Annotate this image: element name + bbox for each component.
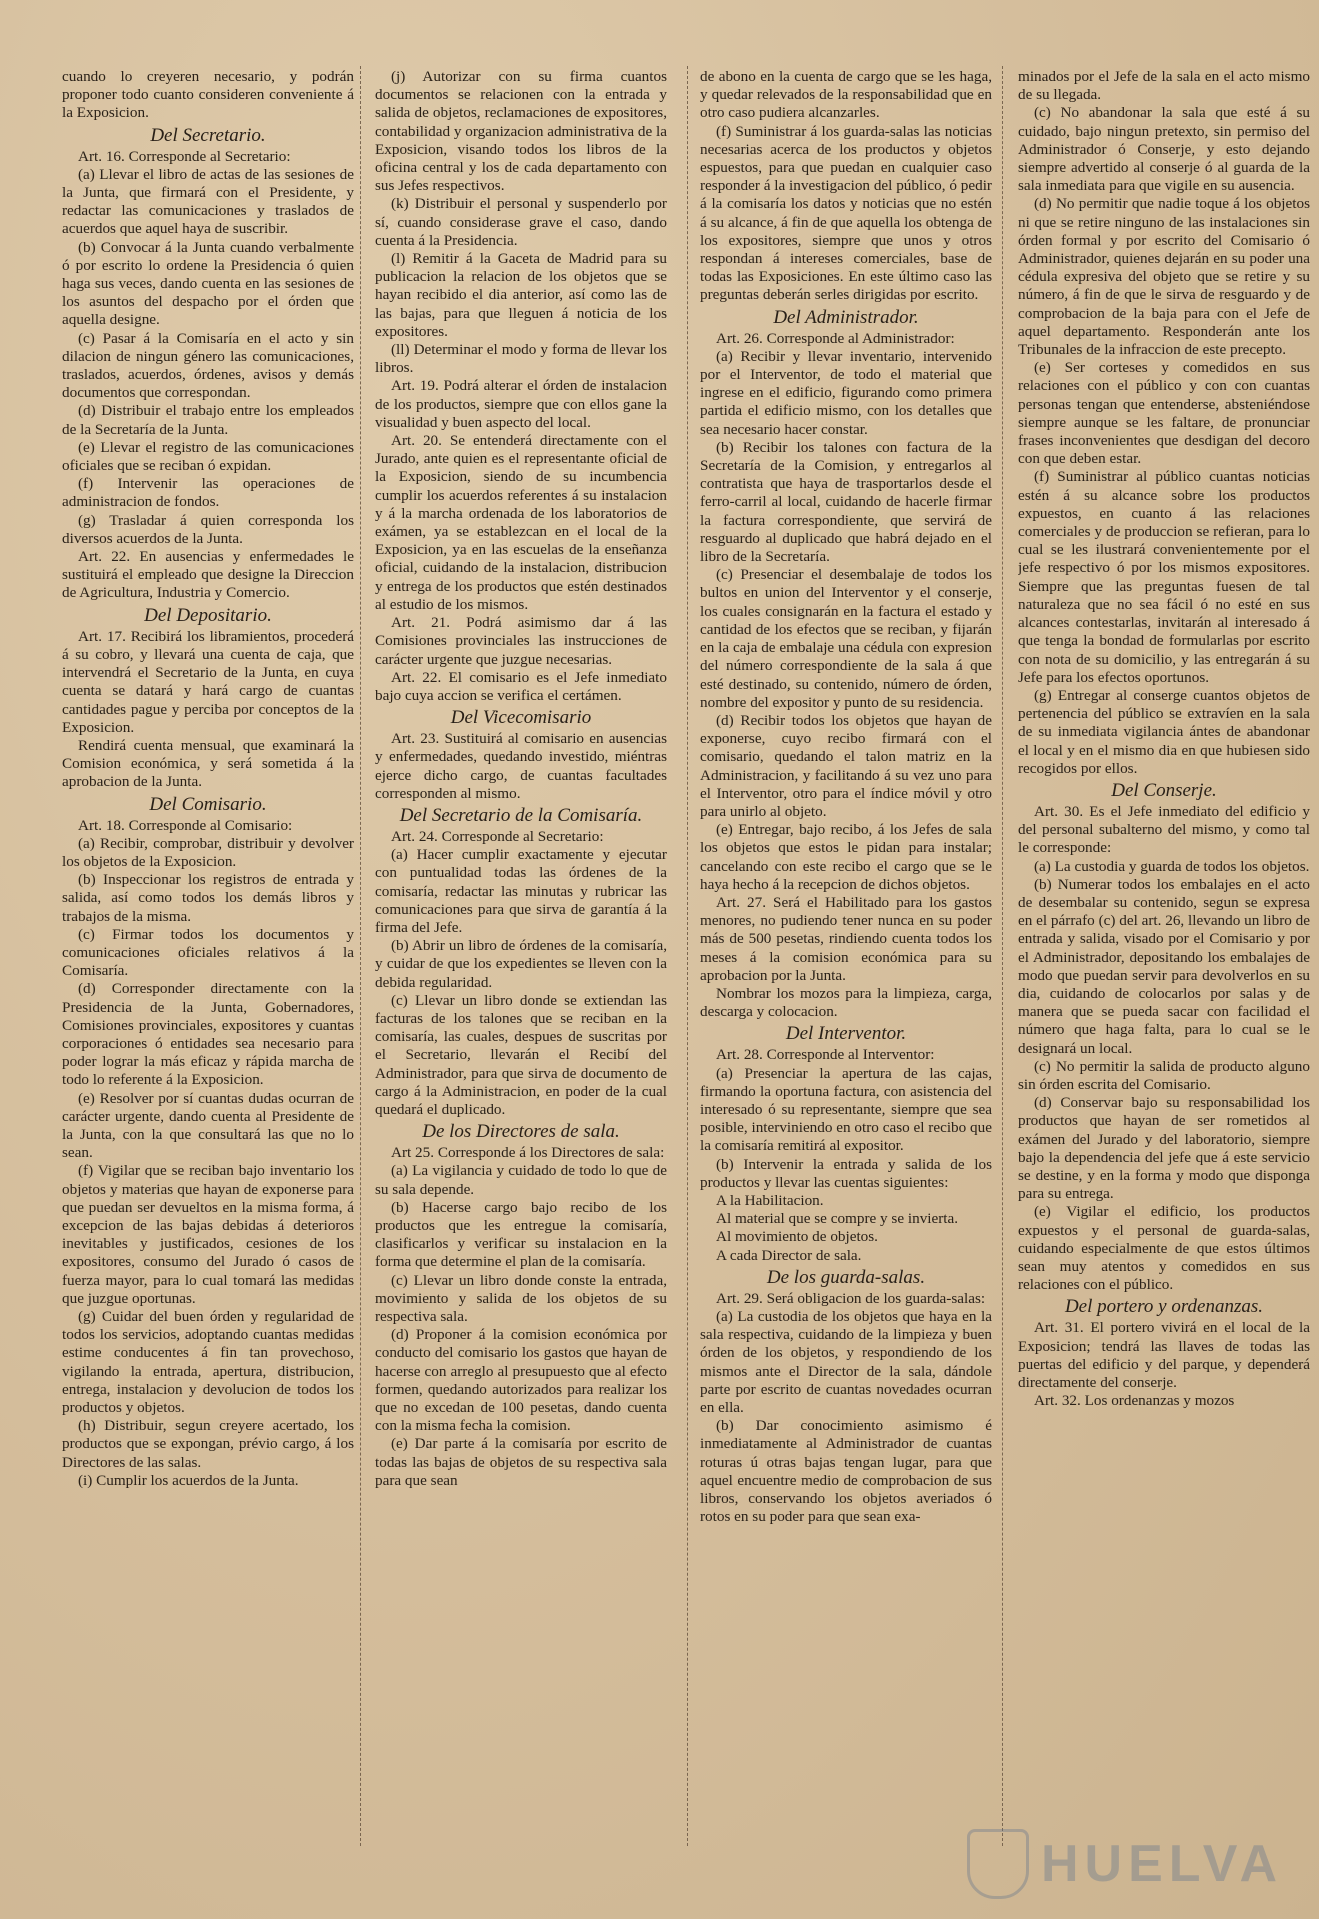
- paragraph: Art. 19. Podrá alterar el órden de instalacion de los productos, siempre que con ellos gane la visualidad y buen aspecto del local.: [375, 377, 667, 431]
- paragraph: cuando lo creyeren necesario, y podrán proponer todo cuanto consideren conveniente á la Exposicion.: [62, 68, 354, 122]
- paragraph: (b) Hacerse cargo bajo recibo de los productos que les entregue la comisaría, clasificarlos y verificar su instalacion en la forma que determine el plan de la comisaría.: [375, 1198, 667, 1271]
- section-heading: Del Depositario.: [144, 604, 272, 626]
- paragraph: Art. 17. Recibirá los libramientos, procederá á su cobro, y llevará una cuenta de caja, que intervendrá el Secretario de la Junta, en cuya cuenta se datará y hará cargo de cuantas cantidades pague y perciba por conceptos de la Exposicion.: [62, 627, 354, 736]
- paragraph: (f) Suministrar al público cuantas noticias estén á su alcance sobre los productos expuestos, en cuanto á las relaciones comerciales y de produccion se refieran, para lo cual se les ilustrará convenientemente por el jefe respectivo ó por los mismos expositores. Siempre que las preguntas fuesen de tal naturaleza que no sea fácil ó no esté en sus alcances contestarlas, invitarán al interesado á que tenga la bondad de formularlas por escrito con nota de su domicilio, y las entregarán á su Jefe para los efectos oportunos.: [1018, 468, 1310, 686]
- paragraph: (b) Dar conocimiento asimismo é inmediatamente al Administrador de cuantas roturas ú otras bajas tengan lugar, para que aquel encuentre medio de comprobacion de sus libros, conservando los objetos averiados ó rotos en su poder para que sean exa-: [700, 1417, 992, 1526]
- paragraph: (b) Recibir los talones con factura de la Secretaría de la Comision, y entregarlos al contratista que haya de trasportarlos desde el ferro-carril al local, cuidando de hacerle firmar la factura correspondiente, que servirá de resguardo al duplicado que habrá dejado en el libro de la Secretaría.: [700, 438, 992, 566]
- paragraph: Al movimiento de objetos.: [716, 1228, 878, 1246]
- paragraph: (d) Corresponder directamente con la Presidencia de la Junta, Gobernadores, Comisiones provinciales, expositores y cuantas corporaciones ó entidades sea necesario para poder lograr la más eficaz y rápida marcha de todo lo referente á la Exposicion.: [62, 980, 354, 1089]
- paragraph: (f) Suministrar á los guarda-salas las noticias necesarias acerca de los productos y objetos espuestos, para que puedan en cualquier caso responder á la investigacion del público, ó pedir á la comisaría los datos y noticias que no estén á su alcance, á fin de que aquella los obtenga de los expositores, siempre que unos y otros respondan á intereses comerciales, base de todas las Exposiciones. En este último caso las preguntas deberán serles dirigidas por escrito.: [700, 122, 992, 304]
- section-heading: Del Secretario.: [150, 124, 266, 146]
- paragraph: (b) Abrir un libro de órdenes de la comisaría, y cuidar de que los expedientes se lleven con la debida regularidad.: [375, 937, 667, 991]
- paragraph: (b) Numerar todos los embalajes en el acto de desembalar su contenido, segun se expresa en el párrafo (c) del art. 26, llevando un libro de entrada y salida, visado por el Comisario y por el Administrador, depositando los embalajes de modo que puedan servir para devolverlos en su dia, cuidando de colocarlos por salas y de manera que se pueda sacar con facilidad el número que haga falta, para lo cual se le designará un local.: [1018, 875, 1310, 1057]
- paragraph: Art. 32. Los ordenanzas y mozos: [1034, 1392, 1235, 1410]
- paragraph: A la Habilitacion.: [716, 1191, 824, 1209]
- paragraph: Art. 23. Sustituirá al comisario en ausencias y enfermedades, quedando investido, miéntras ejerce dicho cargo, de cuantas facultades corresponden al mismo.: [375, 730, 667, 802]
- shield-icon: [967, 1829, 1029, 1899]
- paragraph: (a) Recibir, comprobar, distribuir y devolver los objetos de la Exposicion.: [62, 834, 354, 870]
- section-heading: Del Secretario de la Comisaría.: [399, 804, 643, 826]
- section-heading: Del Comisario.: [149, 793, 267, 815]
- column-divider: [360, 66, 361, 1846]
- column-1: [62, 68, 354, 1848]
- paragraph: minados por el Jefe de la sala en el acto mismo de su llegada.: [1018, 68, 1310, 104]
- paragraph: (c) Pasar á la Comisaría en el acto y sin dilacion de ningun género las comunicaciones, traslados, acuerdos, órdenes, avisos y demás documentos que correspondan.: [62, 329, 354, 402]
- paragraph: (c) Firmar todos los documentos y comunicaciones oficiales relativos á la Comisaría.: [62, 925, 354, 980]
- watermark-text: HUELVA: [1041, 1835, 1284, 1893]
- section-heading: Del Vicecomisario: [450, 707, 592, 729]
- paragraph: (ll) Determinar el modo y forma de llevar los libros.: [375, 341, 667, 377]
- paragraph: (c) No permitir la salida de producto alguno sin órden escrita del Comisario.: [1018, 1057, 1310, 1093]
- column-3: [700, 68, 992, 1848]
- paragraph: (e) Vigilar el edificio, los productos expuestos y el personal de guarda-salas, cuidando especialmente de que estos últimos sean muy atentos y comedidos en sus relaciones con el público.: [1018, 1203, 1310, 1294]
- paragraph: A cada Director de sala.: [716, 1246, 862, 1264]
- paragraph: (e) Entregar, bajo recibo, á los Jefes de sala los objetos que estos le pidan para instalar; cancelando con este recibo el cargo que se le haya hecho á la recepcion de dichos objetos.: [700, 821, 992, 893]
- paragraph: Art. 29. Será obligacion de los guarda-salas:: [716, 1289, 986, 1307]
- section-heading: Del Conserje.: [1111, 779, 1217, 801]
- paragraph: (e) Dar parte á la comisaría por escrito de todas las bajas de objetos de su respectiva sala para que sean: [375, 1435, 667, 1489]
- paragraph: (h) Distribuir, segun creyere acertado, los productos que se expongan, prévio cargo, á los Directores de las salas.: [62, 1417, 354, 1471]
- paragraph: Art. 24. Corresponde al Secretario:: [391, 827, 604, 845]
- paragraph: Art. 28. Corresponde al Interventor:: [716, 1046, 935, 1064]
- paragraph: (a) La vigilancia y cuidado de todo lo que de su sala depende.: [375, 1162, 667, 1198]
- paragraph: Al material que se compre y se invierta.: [716, 1210, 959, 1228]
- paragraph: de abono en la cuenta de cargo que se les haga, y quedar relevados de la responsabilidad que en otro caso pudiera alcanzarles.: [700, 68, 992, 122]
- paragraph: (g) Entregar al conserge cuantos objetos de pertenencia del público se extravíen en la sala de su inmediata vigilancia ántes de abandonar el local y en el mismo dia en que hubiesen sido recogidos por ellos.: [1018, 686, 1310, 777]
- column-2: [375, 68, 667, 1848]
- paragraph: (d) Distribuir el trabajo entre los empleados de la Secretaría de la Junta.: [62, 402, 354, 438]
- paragraph: (a) Hacer cumplir exactamente y ejecutar con puntualidad todas las órdenes de la comisaría, redactar las minutas y rubricar las comunicaciones para que sirva de garantía á la firma del Jefe.: [375, 846, 667, 936]
- paragraph: Art. 20. Se entenderá directamente con el Jurado, ante quien es el representante oficial de la Exposicion, siendo de su incumbencia cumplir los acuerdos referentes á su instalacion y á la marcha ordenada de los laboratorios de exámen, ya se establezcan en el local de la Exposicion, ya en las escuelas de la enseñanza oficial, cuidando de la instalacion, distribucion y entrega de los productos que estén destinados al estudio de los mismos.: [375, 432, 667, 613]
- paragraph: (g) Trasladar á quien corresponda los diversos acuerdos de la Junta.: [62, 511, 354, 547]
- paragraph: Art. 18. Corresponde al Comisario:: [78, 816, 293, 834]
- paragraph: (k) Distribuir el personal y suspenderlo por sí, cuando considerase grave el caso, dando cuenta á la Presidencia.: [375, 195, 667, 249]
- paragraph: (d) Proponer á la comision económica por conducto del comisario los gastos que hayan de hacerse con arreglo al presupuesto que al efecto formen, quedando autorizados para realizar los que no excedan de 100 pesetas, dando cuenta con la misma fecha la comision.: [375, 1326, 667, 1435]
- paragraph: (e) Resolver por sí cuantas dudas ocurran de carácter urgente, dando cuenta al Presidente de la Junta, con la que consultará las que no lo sean.: [62, 1089, 354, 1162]
- paragraph: (i) Cumplir los acuerdos de la Junta.: [78, 1471, 299, 1489]
- paragraph: (d) No permitir que nadie toque á los objetos ni que se retire ninguno de las instalaciones sin órden formal y por escrito del Comisario ó Administrador, quienes dejarán en su poder una cédula expresiva del objeto que se retire y su número, á fin de que le sirva de resguardo y de comprobacion de la baja para con el Jefe de aquel departamento. Responderán ante los Tribunales de la infraccion de este precepto.: [1018, 195, 1310, 359]
- section-heading: Del portero y ordenanzas.: [1064, 1296, 1264, 1318]
- paragraph: (c) Presenciar el desembalaje de todos los bultos en union del Interventor y el conserje, los cuales consignarán en la factura el estado y cantidad de los efectos que se reciban, y fijarán en la caja de embalaje una cédula con expresion del número correspondiente de la sala á que esté destinado, su contenido, número de órden, nombre del expositor y punto de su residencia.: [700, 566, 992, 711]
- paragraph: (c) No abandonar la sala que esté á su cuidado, bajo ningun pretexto, sin permiso del Administrador ó Conserje, y esto dejando siempre advertido al conserje ó al guarda de la sala inmediata para que vigile en su ausencia.: [1018, 104, 1310, 195]
- library-watermark: [967, 1827, 1297, 1901]
- paragraph: Art. 21. Podrá asimismo dar á las Comisiones provinciales las instrucciones de carácter urgente que juzgue necesarias.: [375, 614, 667, 668]
- paragraph: (f) Vigilar que se reciban bajo inventario los objetos y materias que hayan de exponerse para que puedan ser devueltos en la misma forma, á excepcion de las bajas debidas á deterioros inevitables y justificados, cesiones de los expositores, consumo del Jurado ó casos de fuerza mayor, para lo cual tomará las medidas que juzgue oportunas.: [62, 1162, 354, 1307]
- paragraph: Art. 27. Será el Habilitado para los gastos menores, no pudiendo tener nunca en su poder más de 500 pesetas, rindiendo cuenta todos los meses á la comision económica para su aprobacion por la Junta.: [700, 893, 992, 984]
- paragraph: (a) Recibir y llevar inventario, intervenido por el Interventor, de todo el material que ingrese en el edificio, figurando como primera partida el edificio mismo, con los detalles que sea necesario hacer constar.: [700, 347, 992, 438]
- paragraph: Art. 22. En ausencias y enfermedades le sustituirá el empleado que designe la Direccion de Agricultura, Industria y Comercio.: [62, 548, 354, 602]
- paragraph: (l) Remitir á la Gaceta de Madrid para su publicacion la relacion de los objetos que se hayan recibido el dia anterior, así como las de las bajas, para que lleguen á noticia de los expositores.: [375, 250, 667, 340]
- paragraph: (a) La custodia y guarda de todos los objetos.: [1034, 857, 1310, 875]
- paragraph: (e) Ser corteses y comedidos en sus relaciones con el público y con con cuantas personas tengan que entenderse, absteniéndose siempre aunque se les faltare, de pronunciar frases inconvenientes que desdigan del decoro con que deben estar.: [1018, 359, 1310, 468]
- column-divider: [687, 66, 688, 1846]
- paragraph: (a) La custodia de los objetos que haya en la sala respectiva, cuidando de la limpieza y buen órden de los objetos, y respondiendo de los mismos ante el Director de la sala, dándole parte por escrito de cuantas novedades ocurran en ella.: [700, 1308, 992, 1417]
- section-heading: Del Administrador.: [773, 306, 919, 328]
- paragraph: (j) Autorizar con su firma cuantos documentos se relacionen con la entrada y salida de objetos, reclamaciones de expositores, contabilidad y organizacion administrativa de la Exposicion, visando todos los libros de la oficina central y los de cada departamento con sus Jefes respectivos.: [375, 68, 667, 195]
- paragraph: Art. 16. Corresponde al Secretario:: [78, 147, 291, 165]
- section-heading: De los Directores de sala.: [422, 1121, 620, 1143]
- column-divider: [1002, 66, 1003, 1846]
- section-heading: Del Interventor.: [785, 1023, 907, 1045]
- paragraph: (d) Recibir todos los objetos que hayan de exponerse, cuyo recibo firmará con el comisario, quedando el talon matriz en la Administracion, y facilitando á su vez uno para el Interventor, otro para el índice móvil y otro para unirlo al objeto.: [700, 711, 992, 820]
- paragraph: Nombrar los mozos para la limpieza, carga, descarga y colocacion.: [700, 984, 992, 1021]
- paragraph: (e) Llevar el registro de las comunicaciones oficiales que se reciban ó expidan.: [62, 438, 354, 475]
- paragraph: (f) Intervenir las operaciones de administracion de fondos.: [62, 475, 354, 511]
- paragraph: Art. 26. Corresponde al Administrador:: [716, 329, 955, 347]
- paragraph: (d) Conservar bajo su responsabilidad los productos que hayan de ser rometidos al exámen del Jurado y del laboratorio, siempre bajo la dependencia del jefe que á este servicio se destine, y en la forma y modo que disponga para su entrega.: [1018, 1094, 1310, 1203]
- paragraph: Art. 31. El portero vivirá en el local de la Exposicion; tendrá las llaves de todas las puertas del edificio y del parque, y dependerá directamente del conserje.: [1018, 1319, 1310, 1392]
- paragraph: (b) Intervenir la entrada y salida de los productos y llevar las cuentas siguientes:: [700, 1155, 992, 1191]
- paragraph: Art. 30. Es el Jefe inmediato del edificio y del personal subalterno del mismo, y como tal le corresponde:: [1018, 802, 1310, 857]
- paragraph: (c) Llevar un libro donde conste la entrada, movimiento y salida de los objetos de su respectiva sala.: [375, 1271, 667, 1325]
- paragraph: (a) Llevar el libro de actas de las sesiones de la Junta, que firmará con el Presidente, y redactar las comunicaciones y traslados de acuerdos que aquel haya de suscribir.: [62, 165, 354, 238]
- paragraph: Art. 22. El comisario es el Jefe inmediato bajo cuya accion se verifica el certámen.: [375, 668, 667, 704]
- paragraph: (b) Convocar á la Junta cuando verbalmente ó por escrito lo ordene la Presidencia ó quien haga sus veces, dando cuenta en las sesiones de los asuntos del despacho por el órden que aquella designe.: [62, 238, 354, 329]
- paragraph: (g) Cuidar del buen órden y regularidad de todos los servicios, adoptando cuantas medidas estime conducentes á fin tan provechoso, vigilando la entrada, apertura, distribucion, entrega, instalacion y devolucion de todos los productos y objetos.: [62, 1308, 354, 1417]
- paragraph: Rendirá cuenta mensual, que examinará la Comision económica, y será sometida á la aprobacion de la Junta.: [62, 736, 354, 791]
- section-heading: De los guarda-salas.: [766, 1266, 926, 1288]
- paragraph: (c) Llevar un libro donde se extiendan las facturas de los talones que se reciban en la comisaría, las cuales, despues de suscritas por el Secretario, llevarán el Recibí del Administrador, para que sirva de documento de cargo á la Administracion, en poder de la cual quedará el duplicado.: [375, 991, 667, 1118]
- column-4: [1018, 68, 1310, 1848]
- paragraph: (a) Presenciar la apertura de las cajas, firmando la oportuna factura, con asistencia del interesado ó su representante, siempre que sea posible, interviniendo en otro caso el recibo que la comisaría remitirá al expositor.: [700, 1064, 992, 1155]
- paragraph: (b) Inspeccionar los registros de entrada y salida, así como todos los demás libros y trabajos de la misma.: [62, 871, 354, 925]
- paragraph: Art 25. Corresponde á los Directores de sala:: [391, 1144, 665, 1162]
